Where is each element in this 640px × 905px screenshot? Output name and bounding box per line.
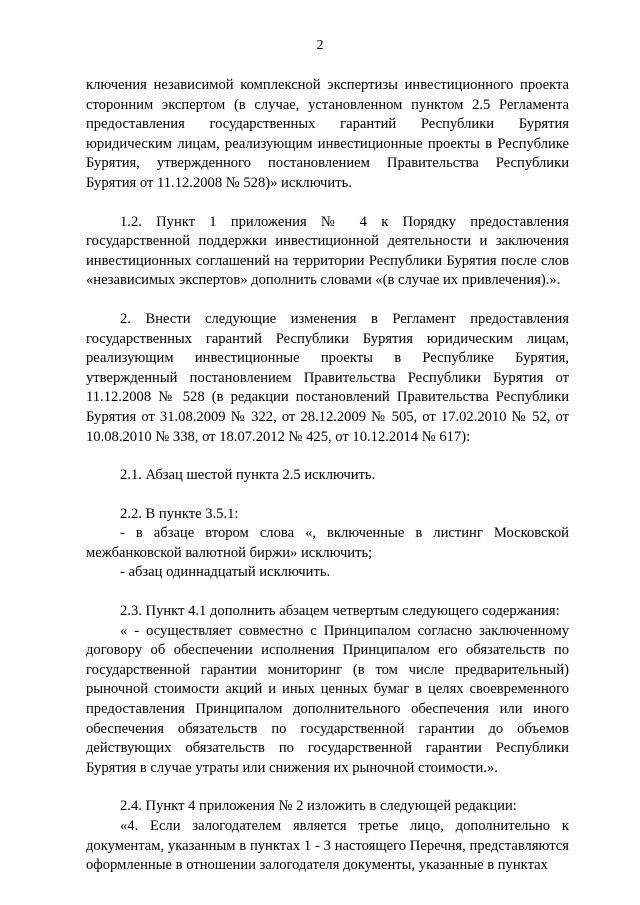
paragraph-2-3-quote: « - осуществляет совместно с Принципалом согласно заключенному договору об обеспечении исполнения Принципалом его обязательств по государственной гарантии мониторинг (в том числе предварительный) рыночной стоимости акций и иных ценных бумаг в целях своевременного предоставления Принципалом дополнительного обеспечения или иного обеспечения обязательств по государственной гарантии до объемов действующих обязательств по государственной гарантии Республики Бурятия в случае утраты или снижения их рыночной стоимости.». bbox=[86, 622, 569, 776]
paragraph-2-2-item-2: - абзац одиннадцатый исключить. bbox=[120, 564, 331, 581]
paragraph-gap bbox=[86, 486, 569, 505]
paragraph-2-4-quote: «4. Если залогодателем является третье лицо, дополнительно к документам, указанным в пунктах 1 - 3 настоящего Перечня, представляются оформленные в отношении залогодателя документы, указанные в пунктах bbox=[86, 818, 569, 874]
paragraph-gap bbox=[86, 447, 569, 466]
paragraph-2-2: 2.2. В пункте 3.5.1: bbox=[120, 505, 239, 522]
paragraph-2-1: 2.1. Абзац шестой пункта 2.5 исключить. bbox=[120, 467, 376, 484]
paragraph-gap bbox=[86, 291, 569, 310]
paragraph-2-4: 2.4. Пункт 4 приложения № 2 изложить в следующей редакции: bbox=[120, 798, 517, 815]
document-body bbox=[86, 76, 569, 876]
paragraph-2-3: 2.3. Пункт 4.1 дополнить абзацем четвертым следующего содержания: bbox=[120, 603, 560, 620]
paragraph-2: 2. Внести следующие изменения в Регламент предоставления государственных гарантий Республики Бурятия юридическим лицам, реализующим инвестиционные проекты в Республике Бурятия, утвержденный постановлением Правительства Республики Бурятия от 11.12.2008 № 528 (в редакции постановлений Правительства Республики Бурятия от 31.08.2009 № 322, от 28.12.2009 № 505, от 17.02.2010 № 52, от 10.08.2010 № 338, от 18.07.2012 № 425, от 10.12.2014 № 617): bbox=[86, 310, 569, 445]
paragraph-gap bbox=[86, 194, 569, 213]
page-number: 2 bbox=[316, 38, 324, 53]
paragraph-1-2: 1.2. Пункт 1 приложения № 4 к Порядку предоставления государственной поддержки инвестиционной деятельности и заключения инвестиционных соглашений на территории Республики Бурятия после слов «независимых экспертов» дополнить словами «(в случае их привлечения).». bbox=[86, 213, 569, 289]
paragraph-2-2-item-1: - в абзаце втором слова «, включенные в листинг Московской межбанковской валютной биржи» исключить; bbox=[86, 525, 569, 561]
paragraph-continuation: ключения независимой комплексной экспертизы инвестиционного проекта сторонним экспертом (в случае, установленном пунктом 2.5 Регламента предоставления государственных гарантий Республики Бурятия юридическим лицам, реализующим инвестиционные проекты в Республике Бурятия, утвержденного постановлением Правительства Республики Бурятия от 11.12.2008 № 528)» исключить. bbox=[86, 77, 569, 191]
paragraph-gap bbox=[86, 583, 569, 602]
paragraph-gap bbox=[86, 778, 569, 797]
